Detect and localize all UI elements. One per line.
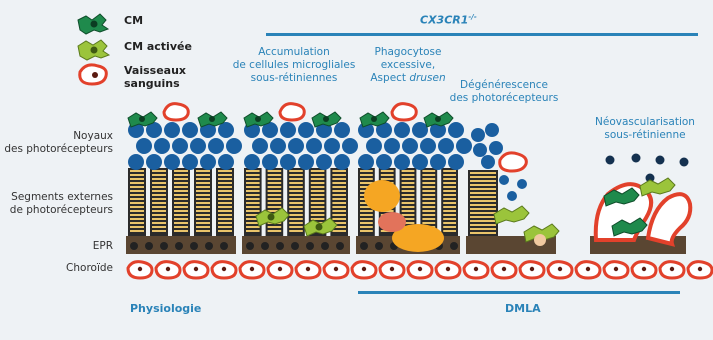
activated-microglia-nucleus <box>316 224 323 231</box>
epr-nucleus <box>291 242 299 250</box>
epr-nucleus <box>190 242 198 250</box>
label-choroide: Choroïde <box>66 262 113 274</box>
nucleus-dot <box>606 156 615 165</box>
vessel-nucleus <box>362 267 366 271</box>
photoreceptor-nucleus <box>298 122 314 138</box>
vessel-nucleus <box>586 267 590 271</box>
photoreceptor-nucleus <box>481 155 495 169</box>
photoreceptor-nucleus <box>420 138 436 154</box>
photoreceptor-nucleus <box>438 138 454 154</box>
stage-accumulation-l3: sous-rétiniennes <box>250 72 338 84</box>
microglia-nucleus <box>435 116 441 122</box>
vessel-nucleus <box>530 267 534 271</box>
nucleus-dot <box>680 158 689 167</box>
stage-accumulation-l1: Accumulation <box>258 46 330 58</box>
photoreceptor-nucleus <box>164 122 180 138</box>
photoreceptor-nucleus <box>489 141 503 155</box>
epr-nucleus <box>336 242 344 250</box>
epr-nucleus <box>375 242 383 250</box>
photoreceptor-nucleus <box>334 154 350 170</box>
epr-nucleus <box>130 242 138 250</box>
photoreceptor-nucleus <box>430 154 446 170</box>
epr-nucleus <box>276 242 284 250</box>
label-noyaux-l2: des photorécepteurs <box>4 143 113 155</box>
photoreceptor-nucleus <box>146 154 162 170</box>
epr-nucleus <box>220 242 228 250</box>
vessel-nucleus <box>502 267 506 271</box>
vessel-nucleus <box>418 267 422 271</box>
photoreceptor-nucleus <box>280 122 296 138</box>
nucleus-dot <box>656 156 665 165</box>
label-noyaux-l1: Noyaux <box>73 130 113 142</box>
photoreceptor-nucleus <box>252 138 268 154</box>
photoreceptor-nucleus <box>316 154 332 170</box>
epr-nucleus <box>321 242 329 250</box>
debris <box>534 234 546 246</box>
photoreceptor-nucleus <box>394 122 410 138</box>
photoreceptor-nucleus <box>376 154 392 170</box>
photoreceptor-nucleus <box>499 175 509 185</box>
photoreceptor-nucleus <box>448 154 464 170</box>
activated-microglia-cell <box>640 178 675 196</box>
activated-microglia-nucleus <box>268 214 275 221</box>
vessel-nucleus <box>138 267 142 271</box>
microglia-nucleus <box>323 116 329 122</box>
photoreceptor-nucleus <box>456 138 472 154</box>
label-segments-l1: Segments externes <box>11 191 113 203</box>
photoreceptor-nucleus <box>306 138 322 154</box>
epr-nucleus <box>145 242 153 250</box>
photoreceptor-nucleus <box>412 122 428 138</box>
stage-neovascularisation-l1: Néovascularisation <box>595 116 695 128</box>
stage-phagocytose-l3-prefix: Aspect <box>370 72 410 84</box>
photoreceptor-nucleus <box>471 128 485 142</box>
photoreceptor-nucleus <box>172 138 188 154</box>
legend-cm-activee: CM activée <box>124 40 192 53</box>
photoreceptor-nucleus <box>136 138 152 154</box>
microglia-nucleus <box>209 116 215 122</box>
vessel-nucleus <box>614 267 618 271</box>
stage-phagocytose-l2: excessive, <box>380 59 436 71</box>
epr-nucleus <box>306 242 314 250</box>
photoreceptor-nucleus <box>384 138 400 154</box>
vessel-nucleus <box>390 267 394 271</box>
retinal-vessel <box>500 153 527 171</box>
photoreceptor-nucleus <box>448 122 464 138</box>
vessel-nucleus <box>222 267 226 271</box>
photoreceptor-nucleus <box>208 138 224 154</box>
photoreceptor-nucleus <box>298 154 314 170</box>
photoreceptor-nucleus <box>244 154 260 170</box>
photoreceptor-nucleus <box>182 154 198 170</box>
photoreceptor-nucleus <box>394 154 410 170</box>
retinal-vessel <box>280 104 304 120</box>
photoreceptor-nucleus <box>334 122 350 138</box>
photoreceptor-nucleus <box>218 154 234 170</box>
label-dmla: DMLA <box>505 302 541 315</box>
photoreceptor-nucleus <box>154 138 170 154</box>
vessel-nucleus <box>698 267 702 271</box>
vessel-nucleus <box>194 267 198 271</box>
photoreceptor-nucleus <box>128 154 144 170</box>
stage-accumulation-l2: de cellules microgliales <box>232 59 356 71</box>
photoreceptor-nucleus <box>164 154 180 170</box>
vessel-nucleus <box>306 267 310 271</box>
photoreceptor-nucleus <box>200 154 216 170</box>
vessel-nucleus <box>558 267 562 271</box>
photoreceptor-nucleus <box>517 179 527 189</box>
microglia-nucleus <box>371 116 377 122</box>
drusen-deposit <box>364 180 400 212</box>
photoreceptor-nucleus <box>358 154 374 170</box>
photoreceptor-nucleus <box>402 138 418 154</box>
vessel-nucleus <box>334 267 338 271</box>
photoreceptor-nucleus <box>366 138 382 154</box>
label-epr: EPR <box>92 240 113 252</box>
vessel-nucleus <box>474 267 478 271</box>
dmla-rule <box>358 291 680 294</box>
label-physiologie: Physiologie <box>130 302 202 315</box>
photoreceptor-nucleus <box>280 154 296 170</box>
photoreceptor-nucleus <box>412 154 428 170</box>
lipid-deposit <box>378 212 406 232</box>
photoreceptor-nucleus <box>182 122 198 138</box>
stage-phagocytose-l3-italic: drusen <box>409 72 446 84</box>
vessel-nucleus <box>250 267 254 271</box>
photoreceptor-nucleus <box>342 138 358 154</box>
epr-nucleus <box>205 242 213 250</box>
retinal-vessel <box>164 104 188 120</box>
vessel-nucleus <box>278 267 282 271</box>
legend-vaisseaux: Vaisseaux sanguins <box>124 64 187 90</box>
stage-degenerescence-l1: Dégénérescence <box>460 79 548 91</box>
photoreceptor-nucleus <box>288 138 304 154</box>
vessel-nucleus <box>642 267 646 271</box>
photoreceptor-nucleus <box>262 154 278 170</box>
photoreceptor-nucleus <box>190 138 206 154</box>
vessel-nucleus <box>166 267 170 271</box>
genotype-sup: -/- <box>468 13 477 21</box>
activated-microglia-cell <box>494 206 529 224</box>
microglia-nucleus <box>255 116 261 122</box>
photoreceptor-nucleus <box>507 191 517 201</box>
vessel-nucleus <box>446 267 450 271</box>
epr-nucleus <box>360 242 368 250</box>
photoreceptor-nucleus <box>324 138 340 154</box>
retinal-vessel <box>392 104 416 120</box>
microglia-nucleus <box>139 116 145 122</box>
photoreceptor-nucleus <box>485 123 499 137</box>
vessel-nucleus <box>670 267 674 271</box>
label-segments-l2: de photorécepteurs <box>9 204 113 216</box>
epr-nucleus <box>175 242 183 250</box>
stage-degenerescence-l2: des photorécepteurs <box>449 92 559 104</box>
stage-phagocytose-l1: Phagocytose <box>374 46 442 58</box>
stage-neovascularisation-l2: sous-rétinienne <box>604 129 686 141</box>
nucleus-dot <box>632 154 641 163</box>
legend-cm: CM <box>124 14 144 27</box>
epr-nucleus <box>246 242 254 250</box>
genotype-main: CX3CR1 <box>420 13 469 27</box>
epr-nucleus <box>261 242 269 250</box>
photoreceptor-nucleus <box>270 138 286 154</box>
outer-segment <box>468 170 498 236</box>
epr-nucleus <box>450 242 458 250</box>
photoreceptor-nucleus <box>226 138 242 154</box>
photoreceptor-nucleus <box>473 143 487 157</box>
epr-nucleus <box>160 242 168 250</box>
